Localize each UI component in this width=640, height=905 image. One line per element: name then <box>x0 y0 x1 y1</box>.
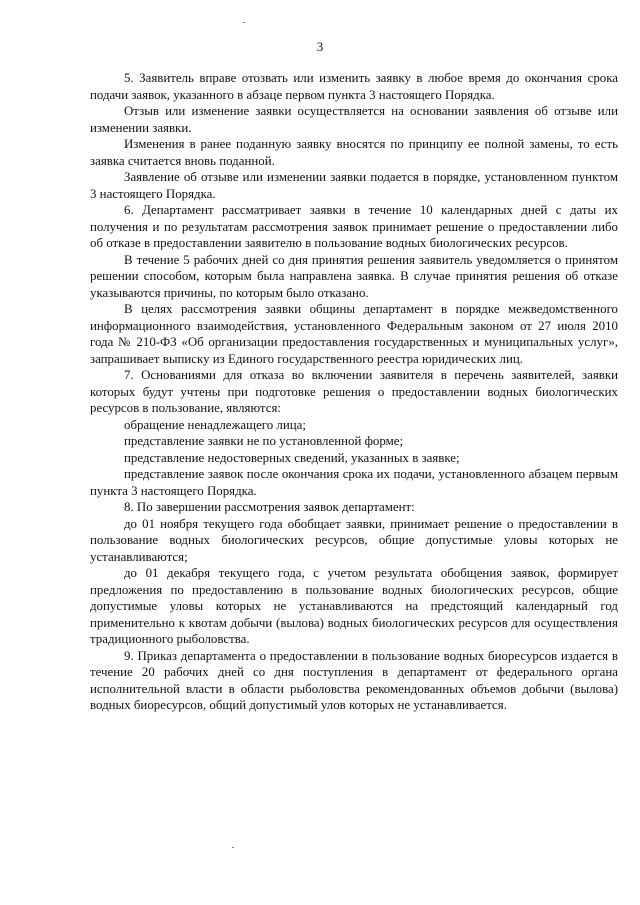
list-item: обращение ненадлежащего лица; <box>124 417 306 432</box>
paragraph: Изменения в ранее поданную заявку вносятся по принципу ее полной замены, то есть заявка считается вновь поданной. <box>90 137 618 168</box>
list-item: представление заявки не по установленной форме; <box>124 434 404 448</box>
paragraph: Отзыв или изменение заявки осуществляется на основании заявления об отзыве или изменении заявки. <box>90 104 618 135</box>
paragraph: 8. По завершении рассмотрения заявок департамент: <box>124 500 415 514</box>
page-number: 3 <box>316 39 324 54</box>
paragraph: 6. Департамент рассматривает заявки в течение 10 календарных дней с даты их получения и по результатам рассмотрения заявок принимает решение о предоставлении либо об отказе в предоставлении заявителю в пользование водных биологических ресурсов. <box>90 203 618 250</box>
paragraph: 9. Приказ департамента о предоставлении в пользование водных биоресурсов издается в течение 20 рабочих дней со дня поступления в департамент от федерального органа исполнительной власти в области рыболовства рекомендованных объемов добычи (вылова) водных биоресурсов, общий допустимый улов которых не устанавливается. <box>90 648 618 712</box>
scan-speck <box>243 22 245 23</box>
document-body <box>90 70 618 714</box>
paragraph: В течение 5 рабочих дней со дня принятия решения заявитель уведомляется о принятом решении способом, которым была направлена заявка. В случае принятия решения об отказе указываются причины, по которым было отказано. <box>90 252 618 300</box>
paragraph: Заявление об отзыве или изменении заявки подается в порядке, установленном пунктом 3 настоящего Порядка. <box>90 170 618 201</box>
list-item: представление заявок после окончания срока их подачи, установленного абзацем первым пункта 3 настоящего Порядка. <box>90 467 618 498</box>
scan-speck <box>232 847 234 848</box>
list-item: представление недостоверных сведений, указанных в заявке; <box>124 450 460 465</box>
paragraph: 5. Заявитель вправе отозвать или изменить заявку в любое время до окончания срока подачи заявок, указанного в абзаце первом пункта 3 настоящего Порядка. <box>90 71 618 102</box>
list-item: до 01 декабря текущего года, с учетом результата обобщения заявок, формирует предложения по предоставлению в пользование водных биологических ресурсов, общие допустимые уловы которых не устанавливаются на предстоящий календарный год применительно к квотам добычи (вылова) водных биологических ресурсов для осуществления традиционного рыболовства. <box>90 566 618 646</box>
paragraph: 7. Основаниями для отказа во включении заявителя в перечень заявителей, заявки которых будут учтены при подготовке решения о предоставлении водных биологических ресурсов в пользование, являются: <box>90 368 618 415</box>
paragraph: В целях рассмотрения заявки общины департамент в порядке межведомственного информационного взаимодействия, установленного Федеральным законом от 27 июля 2010 года № 210-ФЗ «Об организации предоставления государственных и муниципальных услуг», запрашивает выписку из Единого государственного реестра юридических лиц. <box>90 302 618 366</box>
list-item: до 01 ноября текущего года обобщает заявки, принимает решение о предоставлении в пользование водных биологических ресурсов, общие допустимые уловы которых не устанавливаются; <box>90 516 618 564</box>
